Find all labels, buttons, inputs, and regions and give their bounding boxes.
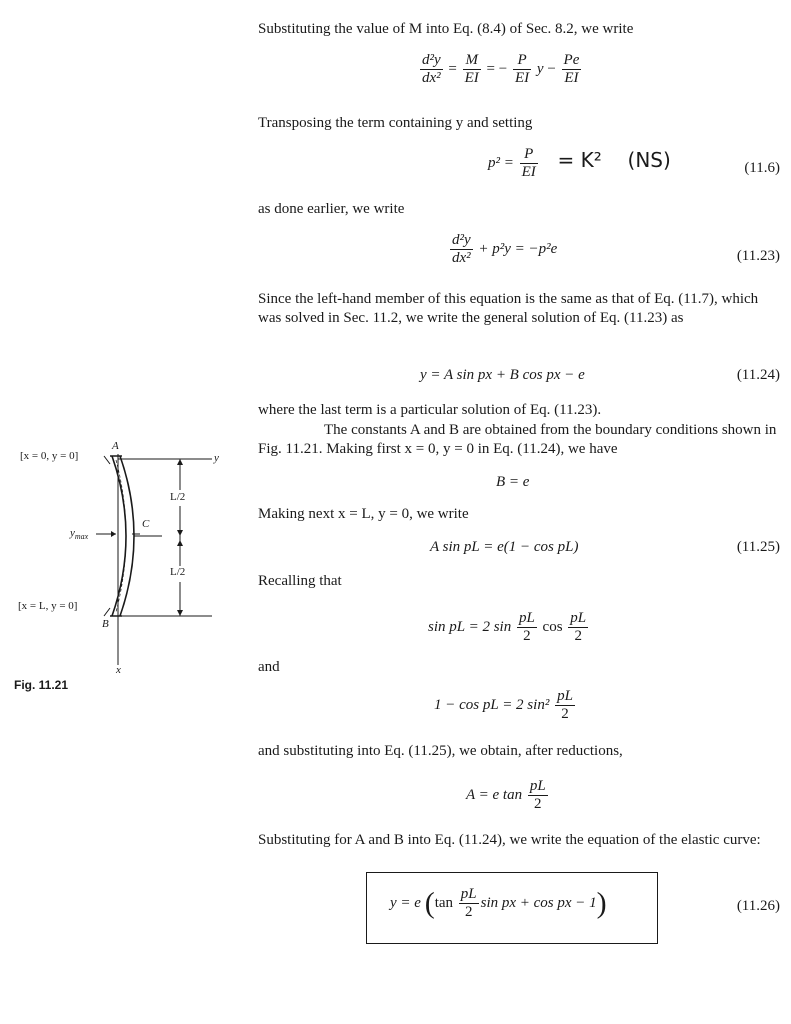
support-top (104, 456, 110, 464)
figure-caption: Fig. 11.21 (14, 678, 69, 692)
label-point-a: A (112, 440, 119, 452)
eq8-lhs: 1 − cos pL = 2 sin² (434, 696, 550, 713)
support-bottom (104, 608, 110, 616)
eq7-num2: pL (570, 610, 587, 626)
column-left-edge (112, 456, 126, 616)
eq3-rest: + p²y = −p²e (478, 240, 558, 257)
eq1-m-den: EI (464, 70, 479, 86)
label-axis-x: x (116, 664, 121, 676)
eq1-pe-num: Pe (563, 52, 580, 68)
paragraph-9: and substituting into Eq. (11.25), we obtain, after reductions, (258, 743, 623, 759)
paragraph-8: and (258, 659, 280, 675)
paragraph-7: Recalling that (258, 573, 342, 589)
label-ymax-sub: max (74, 532, 89, 542)
equation-11-24: y = A sin px + B cos px − e (420, 367, 585, 383)
paragraph-10: Substituting for A and B into Eq. (11.24), we write the equation of the elastic curve: (258, 832, 761, 848)
label-axis-y: y (214, 452, 219, 464)
eq-number-11-25: (11.25) (736, 539, 780, 555)
equation-11-6 (488, 146, 671, 181)
equation-11-25: A sin pL = e(1 − cos pL) (430, 539, 579, 555)
ymax-arrowhead (111, 531, 116, 537)
eq10-den: 2 (464, 904, 473, 920)
figure-11-21 (0, 430, 240, 680)
equation-11-26: y = e (tan $\frac{pL}{2}$ sin px + cos px − 1) (390, 886, 607, 920)
label-half-top: L/2 (170, 491, 186, 503)
eq10-lhs: y = e (390, 894, 421, 911)
eq7-den2: 2 (574, 628, 582, 644)
equation-cos-identity (434, 688, 577, 723)
label-point-c: C (142, 518, 150, 530)
eq-number-11-6: (11.6) (744, 160, 780, 176)
eq7-den: 2 (523, 628, 531, 644)
eq-number-11-23: (11.23) (736, 248, 780, 264)
eq9-den: 2 (534, 796, 542, 812)
eq7-lhs: sin pL = 2 sin (428, 618, 512, 635)
equation-a-value (466, 778, 550, 813)
eq2-den: EI (521, 164, 536, 180)
equation-11-23 (448, 232, 557, 267)
paragraph-5a: where the last term is a particular solution of Eq. (11.23). (258, 402, 602, 418)
eq3-den: dx² (452, 250, 471, 266)
eq-number-11-26: (11.26) (736, 898, 780, 914)
eq10-rest: sin px + cos px − 1 (480, 894, 597, 911)
eq7-num: pL (518, 610, 535, 626)
eq1-lhs-num: d²y (422, 52, 441, 68)
label-bottom-condition: [x = L, y = 0] (18, 600, 78, 612)
paragraph-2: Transposing the term containing y and setting (258, 115, 533, 131)
paragraph-6: Making next x = L, y = 0, we write (258, 506, 469, 522)
dim-arrow-4 (177, 610, 183, 616)
eq1-p-num: P (513, 52, 531, 70)
eq2-lhs: p² = (488, 154, 514, 171)
eq8-den: 2 (561, 706, 569, 722)
label-ymax-main: y (70, 527, 75, 539)
eq10-tan: tan (434, 894, 454, 911)
label-point-b: B (102, 618, 109, 630)
dim-arrow-3 (177, 540, 183, 546)
eq9-num: pL (529, 778, 546, 794)
eq-number-11-24: (11.24) (736, 367, 780, 383)
paragraph-3: as done earlier, we write (258, 201, 405, 217)
label-top-condition: [x = 0, y = 0] (20, 450, 79, 462)
eq1-m-num: M (463, 52, 481, 70)
equation-8-4: $\frac{\text{d²y}}{\text{dx²}}$ = $\frac{M}{EI}$ = − $\frac{P}{EI}$ y − $\frac{Pe}{EI}$ (422, 52, 580, 86)
label-half-bottom: L/2 (170, 566, 186, 578)
equation-b-equals-e: B = e (496, 474, 530, 490)
handwritten-ns-note: (NS) (627, 147, 671, 172)
eq1-p-den: EI (514, 70, 530, 86)
label-ymax (70, 527, 88, 541)
eq1-pe-den: EI (564, 70, 579, 86)
eq9-lhs: A = e tan (466, 786, 523, 803)
paragraph-1: Substituting the value of M into Eq. (8.4) of Sec. 8.2, we write (258, 21, 634, 37)
column-right-edge (120, 456, 134, 616)
eq8-num: pL (557, 688, 573, 704)
paragraph-4: Since the left-hand member of this equation is the same as that of Eq. (11.7), which was solved in Sec. 11.2, we write the general solution of Eq. (11.23) as (258, 291, 759, 326)
paragraph-5b: The constants A and B are obtained from the boundary conditions shown in Fig. 11.21. Making first x = 0, y = 0 in Eq. (11.24), we have (258, 422, 777, 457)
handwritten-k-squared: = K² (557, 147, 602, 172)
eq2-num: P (520, 146, 538, 164)
eq3-num: d²y (452, 232, 471, 248)
eq10-num: pL (460, 886, 477, 902)
dim-arrow-1 (177, 459, 183, 465)
equation-sin-identity (428, 610, 590, 645)
dim-arrow-2 (177, 530, 183, 536)
eq1-lhs-den: dx² (422, 70, 441, 86)
eq7-mid: cos (542, 618, 563, 635)
